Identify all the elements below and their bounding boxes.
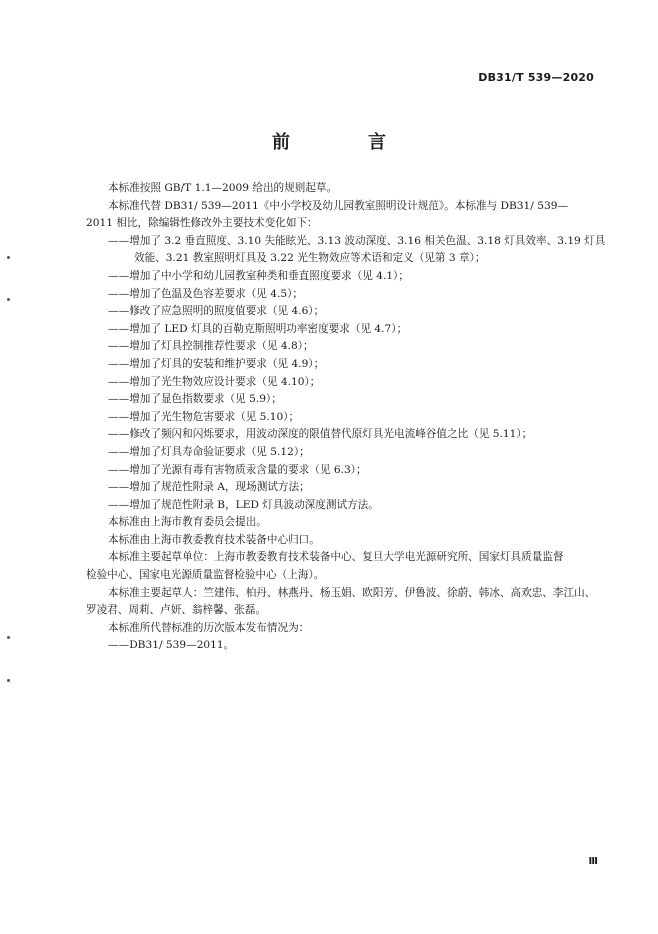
scan-speck xyxy=(7,256,10,259)
change-item: ——增加了 LED 灯具的百勒克斯照明功率密度要求（见 4.7）； xyxy=(108,322,408,335)
change-item: ——增加了色温及色容差要求（见 4.5）； xyxy=(108,287,304,300)
change-item: ——增加了规范性附录 A，现场测试方法； xyxy=(108,481,310,494)
change-item: ——增加了 3.2 垂直照度、3.10 失能眩光、3.13 波动深度、3.16 相关色温、3.18 灯具效率、3.19 灯具 xyxy=(108,234,606,247)
standard-code: DB31/T 539—2020 xyxy=(478,71,594,84)
paragraph-drafting-units-line2: 检验中心、国家电光源质量监督检验中心（上海）。 xyxy=(86,569,325,582)
change-item: ——增加了规范性附录 B，LED 灯具波动深度测试方法。 xyxy=(108,498,379,511)
paragraph-replaces-line2: 2011 相比，除编辑性修改外主要技术变化如下： xyxy=(86,217,318,230)
paragraph-proposed-by: 本标准由上海市教育委员会提出。 xyxy=(108,516,267,529)
paragraph-drafting-units-line1: 本标准主要起草单位：上海市教委教育技术装备中心、复旦大学电光源研究所、国家灯具质量监督 xyxy=(108,551,564,564)
page-number: Ⅲ xyxy=(588,856,598,867)
change-item: ——增加了灯具的安装和维护要求（见 4.9）； xyxy=(108,357,325,370)
paragraph-drafting-rule: 本标准按照 GB/T 1.1—2009 给出的规则起草。 xyxy=(108,182,338,194)
change-item: ——修改了频闪和闪烁要求，用波动深度的限值替代原灯具光电流峰谷值之比（见 5.11）； xyxy=(108,428,533,441)
scan-speck xyxy=(7,679,10,682)
foreword-body xyxy=(86,180,606,655)
paragraph-managed-by: 本标准由上海市教委教育技术装备中心归口。 xyxy=(108,533,320,546)
paragraph-history-intro: 本标准所代替标准的历次版本发布情况为： xyxy=(108,621,310,634)
change-item: ——增加了灯具控制推荐性要求（见 4.8）； xyxy=(108,340,314,353)
history-item: ——DB31/ 539—2011。 xyxy=(108,639,235,652)
change-item: ——增加了中小学和幼儿园教室种类和垂直照度要求（见 4.1）； xyxy=(108,269,409,282)
paragraph-replaces-line1: 本标准代替 DB31/ 539—2011《中小学校及幼儿园教室照明设计规范》。本标准与 DB31/ 539— xyxy=(108,199,569,212)
change-item: ——增加了灯具寿命验证要求（见 5.12）； xyxy=(108,445,310,458)
change-item-continued: 效能、3.21 教室照明灯具及 3.22 光生物效应等术语和定义（见第 3 章）； xyxy=(134,252,486,265)
change-item: ——增加了显色指数要求（见 5.9）； xyxy=(108,393,282,406)
scan-speck xyxy=(7,298,10,301)
paragraph-drafters-line2: 罗凌君、周莉、卢妍、翁梓馨、张磊。 xyxy=(86,604,267,617)
scan-speck xyxy=(7,636,10,639)
change-item: ——增加了光源有毒有害物质汞含量的要求（见 6.3）； xyxy=(108,463,367,476)
change-item: ——增加了光生物效应设计要求（见 4.10）； xyxy=(108,375,321,388)
paragraph-drafters-line1: 本标准主要起草人：竺建伟、柏丹、林燕丹、杨玉娟、欧阳芳、伊鲁波、徐蔚、韩冰、高欢忠、李江山、 xyxy=(108,586,596,599)
change-item: ——修改了应急照明的照度值要求（见 4.6）； xyxy=(108,305,325,318)
page-title: 前 言 xyxy=(272,132,416,153)
change-item: ——增加了光生物危害要求（见 5.10）； xyxy=(108,410,300,423)
